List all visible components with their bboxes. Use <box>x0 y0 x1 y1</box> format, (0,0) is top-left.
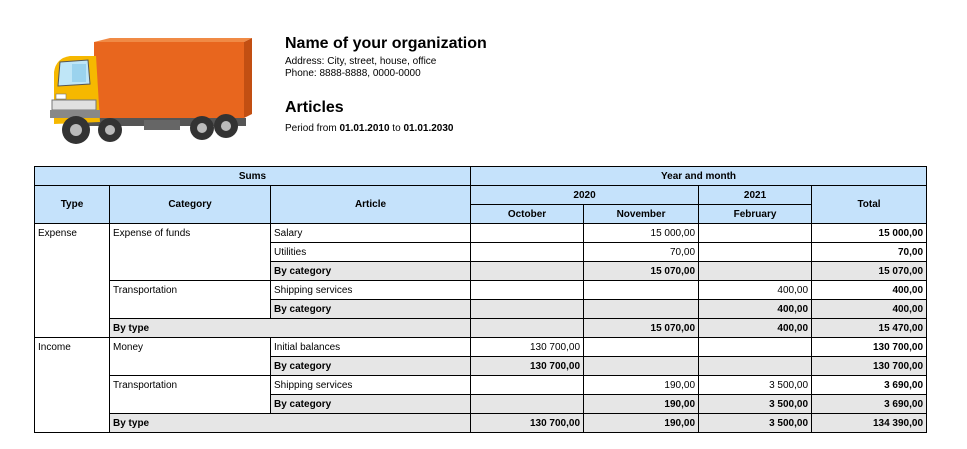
type-cell <box>35 281 110 300</box>
october-cell: 130 700,00 <box>471 338 584 357</box>
table-row <box>35 319 927 338</box>
february-cell: 400,00 <box>699 281 812 300</box>
november-column-header: November <box>584 205 699 224</box>
november-cell: 15 000,00 <box>584 224 699 243</box>
type-column-header: Type <box>35 186 110 224</box>
year-2020-header: 2020 <box>471 186 699 205</box>
period-mid: to <box>389 123 404 134</box>
category-cell <box>110 262 271 281</box>
category-cell <box>110 395 271 414</box>
category-cell: Money <box>110 338 271 357</box>
year-month-group-header: Year and month <box>471 167 927 186</box>
report-title: Articles <box>285 99 344 116</box>
table-row <box>35 357 927 376</box>
february-cell: 3 500,00 <box>699 376 812 395</box>
october-cell <box>471 319 584 338</box>
truck-icon <box>48 38 252 146</box>
october-cell <box>471 243 584 262</box>
category-cell <box>110 243 271 262</box>
category-cell <box>110 357 271 376</box>
total-cell: 3 690,00 <box>812 395 927 414</box>
type-cell: Income <box>35 338 110 357</box>
category-cell: By type <box>110 414 471 433</box>
article-cell: Initial balances <box>271 338 471 357</box>
october-cell: 130 700,00 <box>471 414 584 433</box>
table-row <box>35 376 927 395</box>
article-column-header: Article <box>271 186 471 224</box>
november-cell: 190,00 <box>584 376 699 395</box>
november-cell <box>584 300 699 319</box>
february-cell: 3 500,00 <box>699 395 812 414</box>
period-prefix: Period from <box>285 123 340 134</box>
total-cell: 70,00 <box>812 243 927 262</box>
february-cell: 400,00 <box>699 300 812 319</box>
type-cell <box>35 319 110 338</box>
table-row <box>35 338 927 357</box>
category-cell: Transportation <box>110 376 271 395</box>
total-cell: 130 700,00 <box>812 338 927 357</box>
article-cell: Shipping services <box>271 281 471 300</box>
type-cell <box>35 357 110 376</box>
type-cell <box>35 243 110 262</box>
february-cell <box>699 357 812 376</box>
november-cell: 190,00 <box>584 395 699 414</box>
october-cell <box>471 376 584 395</box>
total-cell: 15 000,00 <box>812 224 927 243</box>
category-cell <box>110 300 271 319</box>
category-column-header: Category <box>110 186 271 224</box>
period-from: 01.01.2010 <box>339 123 390 134</box>
sums-group-header: Sums <box>35 167 471 186</box>
october-cell: 130 700,00 <box>471 357 584 376</box>
type-cell <box>35 414 110 433</box>
year-2021-header: 2021 <box>699 186 812 205</box>
type-cell <box>35 262 110 281</box>
november-cell: 70,00 <box>584 243 699 262</box>
category-cell: Transportation <box>110 281 271 300</box>
october-column-header: October <box>471 205 584 224</box>
november-cell: 15 070,00 <box>584 262 699 281</box>
october-cell <box>471 395 584 414</box>
organization-phone: Phone: 8888-8888, 0000-0000 <box>285 68 421 79</box>
november-cell <box>584 338 699 357</box>
table-row <box>35 300 927 319</box>
february-cell <box>699 243 812 262</box>
article-cell: By category <box>271 395 471 414</box>
article-cell: Salary <box>271 224 471 243</box>
category-cell: Expense of funds <box>110 224 271 243</box>
article-cell: By category <box>271 300 471 319</box>
total-cell: 400,00 <box>812 281 927 300</box>
category-cell: By type <box>110 319 471 338</box>
november-cell <box>584 357 699 376</box>
type-cell <box>35 376 110 395</box>
article-cell: By category <box>271 357 471 376</box>
table-row <box>35 243 927 262</box>
november-cell: 190,00 <box>584 414 699 433</box>
article-cell: By category <box>271 262 471 281</box>
february-cell: 3 500,00 <box>699 414 812 433</box>
february-cell <box>699 338 812 357</box>
february-cell: 400,00 <box>699 319 812 338</box>
type-cell <box>35 300 110 319</box>
organization-address: Address: City, street, house, office <box>285 56 437 67</box>
february-cell <box>699 262 812 281</box>
type-cell: Expense <box>35 224 110 243</box>
october-cell <box>471 224 584 243</box>
total-cell: 134 390,00 <box>812 414 927 433</box>
october-cell <box>471 300 584 319</box>
article-cell: Utilities <box>271 243 471 262</box>
table-row <box>35 224 927 243</box>
report-table <box>34 166 927 433</box>
november-cell <box>584 281 699 300</box>
article-cell: Shipping services <box>271 376 471 395</box>
total-cell: 400,00 <box>812 300 927 319</box>
october-cell <box>471 262 584 281</box>
table-row <box>35 395 927 414</box>
report-period <box>285 123 454 134</box>
type-cell <box>35 395 110 414</box>
february-cell <box>699 224 812 243</box>
total-cell: 15 070,00 <box>812 262 927 281</box>
total-cell: 3 690,00 <box>812 376 927 395</box>
period-to: 01.01.2030 <box>403 123 454 134</box>
february-column-header: February <box>699 205 812 224</box>
total-cell: 130 700,00 <box>812 357 927 376</box>
table-row <box>35 414 927 433</box>
total-column-header: Total <box>812 186 927 224</box>
total-cell: 15 470,00 <box>812 319 927 338</box>
november-cell: 15 070,00 <box>584 319 699 338</box>
organization-name: Name of your organization <box>285 35 487 52</box>
table-row <box>35 281 927 300</box>
table-row <box>35 262 927 281</box>
october-cell <box>471 281 584 300</box>
